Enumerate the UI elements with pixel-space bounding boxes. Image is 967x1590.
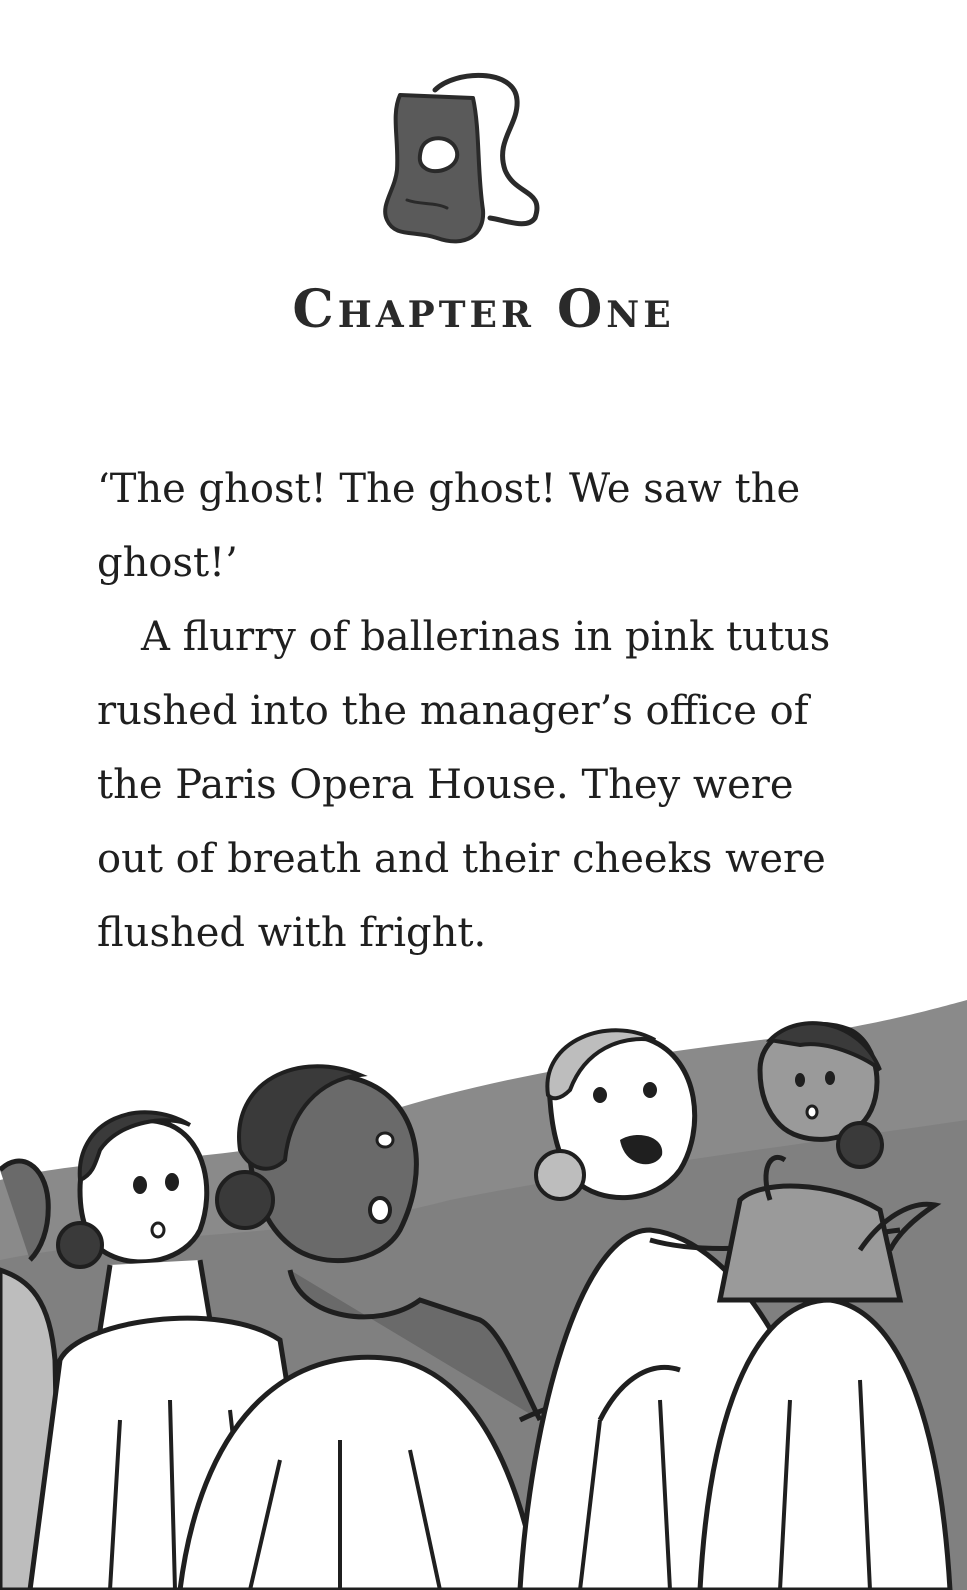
paragraph-2: A flurry of ballerinas in pink tutus rushed into the manager’s office of the Paris Opera House. They were out of breath and their cheeks were flushed with fright.	[97, 614, 831, 956]
paragraph-1: ‘The ghost! The ghost! We saw the ghost!’	[97, 466, 801, 586]
chapter-title: Chapter One	[292, 279, 675, 340]
chapter-body	[97, 452, 857, 970]
frightened-ballerinas-illustration	[0, 1000, 967, 1590]
phantom-mask-icon	[365, 70, 565, 250]
